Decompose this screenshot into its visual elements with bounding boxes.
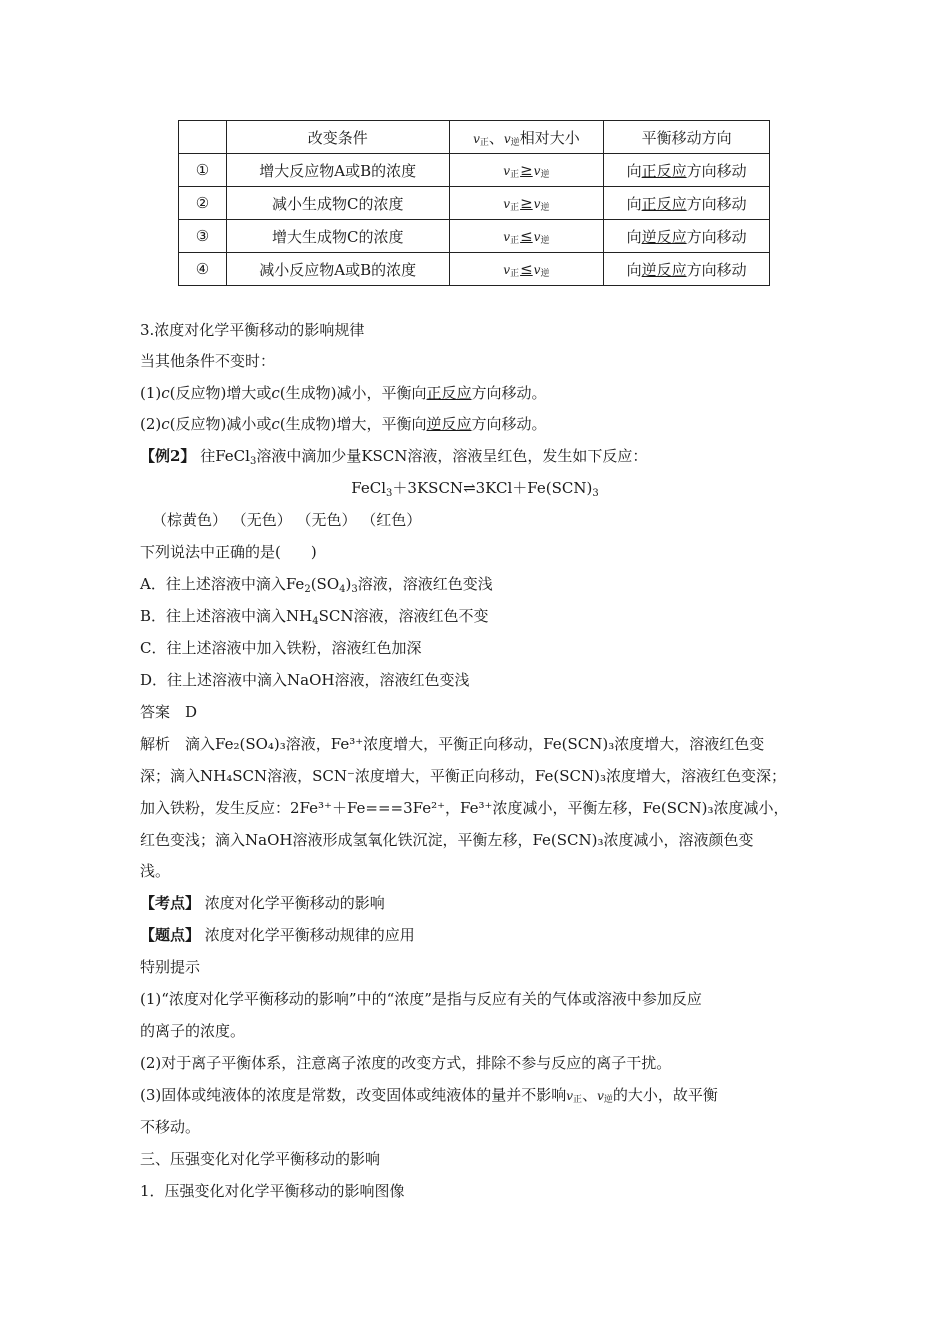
condition-table (178, 120, 770, 286)
analysis-line: 深；滴入NH₄SCN溶液，SCN⁻浓度增大，平衡正向移动，Fe(SCN)₃浓度增大，溶液红色变深； (140, 767, 786, 785)
table-row (179, 220, 770, 253)
row-number: ② (179, 187, 227, 220)
row-condition: 减小生成物C的浓度 (226, 187, 449, 220)
answer: 答案 D (140, 703, 198, 721)
row-rate: $v_正\le v_逆$ (449, 220, 604, 253)
tip-3b: 不移动。 (140, 1118, 201, 1136)
row-condition: 增大反应物A或B的浓度 (226, 154, 449, 187)
header-direction: 平衡移动方向 (604, 121, 770, 154)
tip-3a: (3)固体或纯液体的浓度是常数，改变固体或纯液体的量并不影响$v_正$、$v_逆$的大小，故平衡 (140, 1086, 718, 1105)
tip-1a: (1)“浓度对化学平衡移动的影响”中的“浓度”是指与反应有关的气体或溶液中参加反应 (140, 990, 702, 1008)
row-number: ① (179, 154, 227, 187)
rule-item-1: (1)c(反应物)增大或c(生成物)减小，平衡向正反应方向移动。 (140, 384, 547, 402)
row-rate: $v_正\le v_逆$ (449, 253, 604, 286)
row-number: ③ (179, 220, 227, 253)
analysis-line: 加入铁粉，发生反应：2Fe³⁺＋Fe===3Fe²⁺，Fe³⁺浓度减小，平衡左移，Fe(SCN)₃浓度减小， (140, 799, 789, 817)
rule-title: 3.浓度对化学平衡移动的影响规律 (140, 321, 365, 339)
section-title: 三、压强变化对化学平衡移动的影响 (140, 1150, 381, 1168)
table-row (179, 187, 770, 220)
header-index (179, 121, 227, 154)
tip-1b: 的离子的浓度。 (140, 1022, 246, 1040)
row-direction: 向逆反应方向移动 (604, 220, 770, 253)
tips-title: 特别提示 (140, 958, 201, 976)
table-header-row (179, 121, 770, 154)
row-condition: 减小反应物A或B的浓度 (226, 253, 449, 286)
analysis-line: 解析 滴入Fe₂(SO₄)₃溶液，Fe³⁺浓度增大，平衡正向移动，Fe(SCN)₃浓度增大，溶液红色变 (140, 735, 765, 753)
question: 下列说法中正确的是( ) (140, 543, 317, 561)
table-row (179, 253, 770, 286)
option-c: C．往上述溶液中加入铁粉，溶液红色加深 (140, 639, 422, 657)
row-rate: $v_正\ge v_逆$ (449, 187, 604, 220)
equilibrium-arrow-icon: ⇌ (463, 479, 476, 497)
row-direction: 向正反应方向移动 (604, 187, 770, 220)
row-direction: 向正反应方向移动 (604, 154, 770, 187)
section-subtitle: 1．压强变化对化学平衡移动的影响图像 (140, 1182, 405, 1200)
row-number: ④ (179, 253, 227, 286)
option-a: A．往上述溶液中滴入$Fe_2(SO_4)_3$溶液，溶液红色变浅 (140, 575, 493, 595)
rule-intro: 当其他条件不变时： (140, 352, 276, 370)
tip-2: (2)对于离子平衡体系，注意离子浓度的改变方式，排除不参与反应的离子干扰。 (140, 1054, 672, 1072)
row-condition: 增大生成物C的浓度 (226, 220, 449, 253)
example-stem: 【例2】 往FeCl$_3$溶液中滴加少量KSCN溶液，溶液呈红色，发生如下反应： (140, 447, 648, 467)
analysis-line: 红色变浅；滴入NaOH溶液形成氢氧化铁沉淀，平衡左移，Fe(SCN)₃浓度减小，溶液颜色变 (140, 831, 754, 849)
kaodian: 【考点】 浓度对化学平衡移动的影响 (140, 894, 385, 912)
color-annotation: （棕黄色） （无色） （无色） （红色） (152, 511, 422, 529)
header-rate: $v_正$、$v_逆$相对大小 (449, 121, 604, 154)
tidian: 【题点】 浓度对化学平衡移动规律的应用 (140, 926, 415, 944)
option-d: D．往上述溶液中滴入NaOH溶液，溶液红色变浅 (140, 671, 470, 689)
row-direction: 向逆反应方向移动 (604, 253, 770, 286)
header-condition: 改变条件 (226, 121, 449, 154)
option-b: B．往上述溶液中滴入$NH_4SCN$溶液，溶液红色不变 (140, 607, 489, 627)
reaction-equation: $FeCl_3+3KSCN\rightleftharpoons 3KCl+Fe(SCN)_3$ (351, 479, 599, 499)
analysis-line: 浅。 (140, 862, 171, 880)
table-row (179, 154, 770, 187)
rule-item-2: (2)c(反应物)减小或c(生成物)增大，平衡向逆反应方向移动。 (140, 415, 547, 433)
row-rate: $v_正\ge v_逆$ (449, 154, 604, 187)
